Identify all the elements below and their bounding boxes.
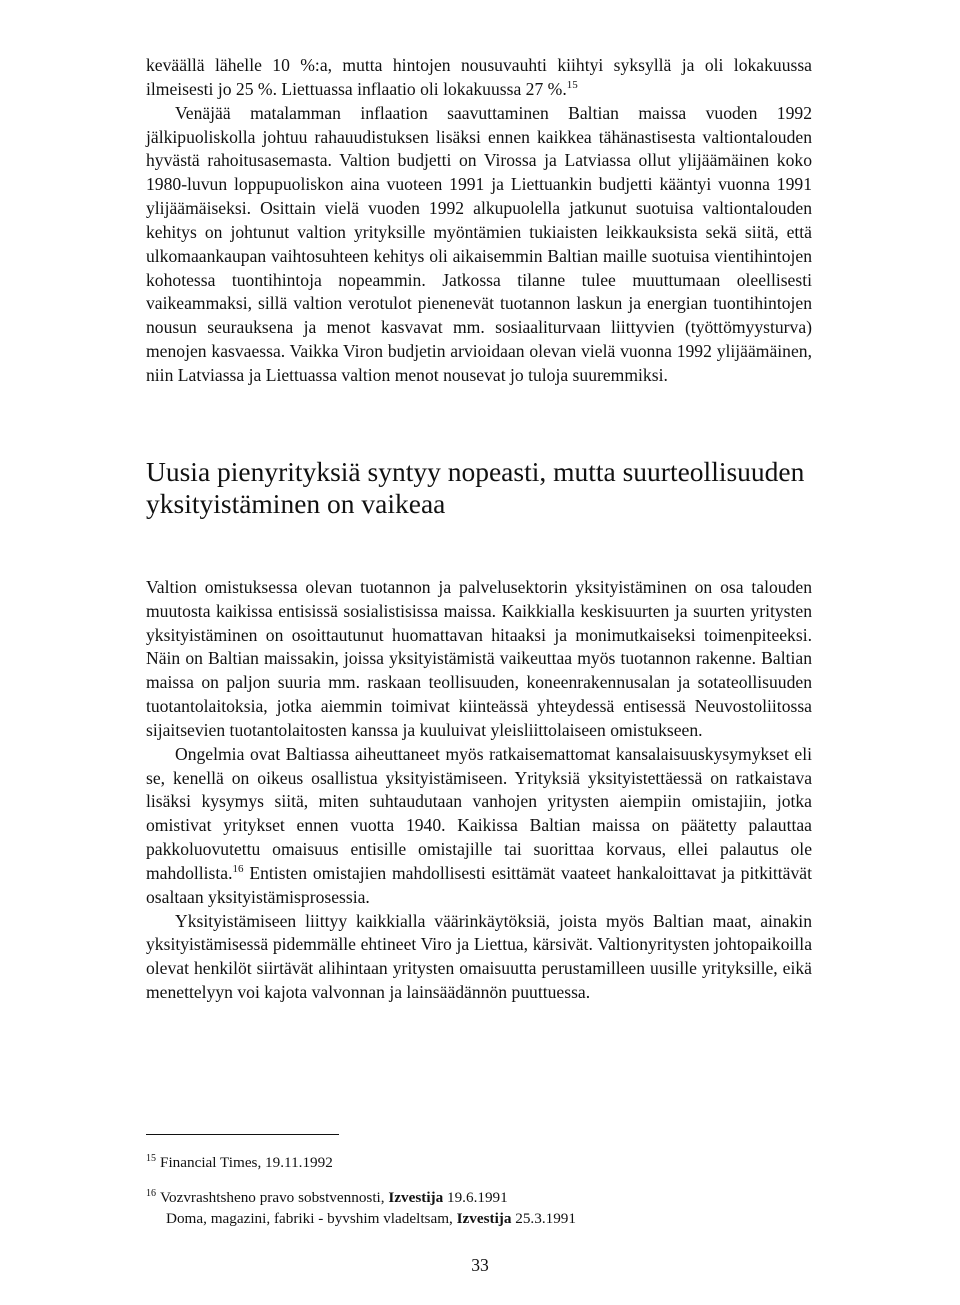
paragraph: Ongelmia ovat Baltiassa aiheuttaneet myös ratkaisemattomat kansalaisuuskysymykset eli se, kenellä on oikeus osallistua yksityistämiseen. Yrityksiä yksityistettäessä on ratkaistava lisäksi kysymys siitä, miten suhtaudutaan vanhojen yritysten aiempiin omistajiin, jotka omistivat yritykset ennen vuotta 1940. Kaikissa Baltian maissa on päätetty palauttaa pakkoluovutettu omaisuus entisille omistajille tai suorittaa korvaus, ellei palautus ole mahdollista.$^{16}$ Entisten omistajien mahdollisesti esittämät vaateet hankaloittavat ja pitkittävät osaltaan yksityistämisprosessia. [146,743,812,907]
footnote [146,1187,812,1229]
source-title: Izvestija [388,1189,444,1206]
section-heading: Uusia pienyrityksiä syntyy nopeasti, mutta suurteollisuuden yksityistäminen on vaikeaa [146,455,805,519]
footnote-line: Doma, magazini, fabriki - byvshim vladeltsam, Izvestija 25.3.1991 [166,1210,576,1227]
footnote-divider [146,1134,339,1135]
footnote-line: $^{16}$ Vozvrashtsheno pravo sobstvennosti, Izvestija 19.6.1991 [146,1188,508,1206]
footnote-reference: 15 [566,78,578,91]
footnotes [146,1152,812,1229]
page-number: 33 [471,1255,489,1275]
footnote-number: 16 [146,1188,156,1199]
page-body [146,54,812,1005]
paragraph: keväällä lähelle 10 %:a, mutta hintojen nousuvauhti kiihtyi syksyllä ja oli lokakuussa ilmeisesti jo 25 %. Liettuassa inflaatio oli lokakuussa 27 %.$^{15}$ [146,55,812,99]
section-text [146,576,812,1005]
paragraph: Valtion omistuksessa olevan tuotannon ja palvelusektorin yksityistäminen on osa talouden muutosta kaikissa entisissä sosialistisissa maissa. Kaikkialla keskisuurten ja suurten yritysten yksityistäminen on osoittautunut huomattavan hitaaksi ja monimutkaiseksi toimenpiteeksi. Näin on Baltian maissakin, joissa yksityistämistä vaikeuttaa myös tuotannon rakenne. Baltian maissa on paljon suuria mm. raskaan teollisuuden, koneenrakennusalan ja sotateollisuuden tuotantolaitoksia, jotka aiemmin toimivat kiinteässä yhteydessä entisessä Neuvostoliitossa sijaitsevien tuotantolaitosten kanssa ja kuuluivat yleisliittolaiseen omistukseen. [146,576,812,740]
footnote-reference: 16 [232,862,244,875]
footnote [146,1152,812,1173]
footnote-line: $^{15}$ Financial Times, 19.11.1992 [146,1153,333,1171]
paragraph: Yksityistämiseen liittyy kaikkialla väärinkäytöksiä, joista myös Baltian maat, ainakin yksityistämisessä pidemmälle ehtineet Viro ja Liettua, kärsivät. Valtionyritysten johtopaikoilla olevat henkilöt siirtävät alihintaan yritysten omaisuutta perustamilleen uusille yrityksille, eikä menettelyyn voi kajota valvonnan ja lainsäädännön puuttuessa. [146,910,812,1003]
intro-text [146,54,812,388]
paragraph: Venäjää matalamman inflaation saavuttaminen Baltian maissa vuoden 1992 jälkipuoliskolla johtuu rahauudistuksen lisäksi ennen kaikkea tähänastisesta valtiontalouden hyvästä rahoitusasemasta. Valtion budjetti on Virossa ja Latviassa ollut ylijäämäinen koko 1980-luvun loppupuoliskon aina vuoteen 1991 ja Liettuankin budjetti kääntyi vuonna 1991 ylijäämäiseksi. Osittain vielä vuoden 1992 alkupuolella jatkunut suotuisa valtiontalouden kehitys on johtunut valtion yrityksille myöntämien tukiaisten leikkauksista sekä siitä, että ulkomaankaupan vaihtosuhteen kehitys oli aikaisemmin Baltian maille suotuisa vientihintojen kohotessa tuontihintoja nopeammin. Jatkossa tilanne tulee muuttumaan oleellisesti vaikeammaksi, sillä valtion verotulot pienenevät tuotannon laskun ja energian tuontihintojen nousun seurauksena ja menot kasvavat mm. sosiaaliturvaan liittyvien (työttömyysturva) menojen kasvaessa. Vaikka Viron budjetin arvioidaan olevan vielä vuonna 1992 ylijäämäinen, niin Latviassa ja Liettuassa valtion menot nousevat jo tuloja suuremmiksi. [146,102,812,385]
footnote-number: 15 [146,1153,156,1164]
source-title: Izvestija [456,1210,512,1227]
